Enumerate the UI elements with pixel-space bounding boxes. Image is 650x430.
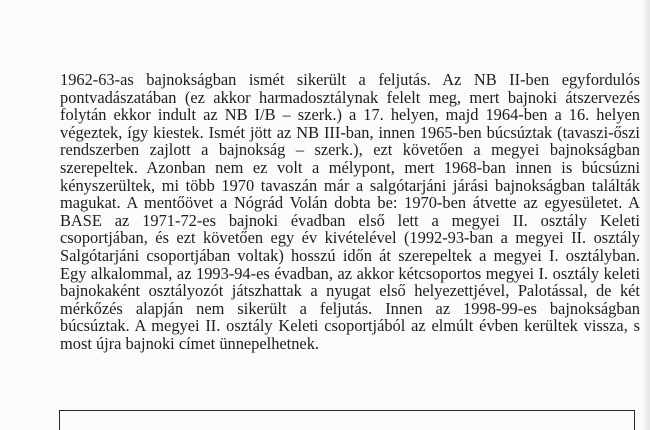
text-line-15: búcsúztak. A megyei II. osztály Keleti csoportjából az elmúlt évben kerültek vissza, s <box>60 316 640 336</box>
text-line-7: kényszerültek, mi több 1970 tavaszán már a salgótarjáni járási bajnokságban találták <box>60 175 640 195</box>
text-line-2: pontvadászatában (ez akkor harmadosztálynak felelt meg, mert bajnoki átszervezés <box>60 87 640 107</box>
text-line-13: bajnokaként osztályozót játszhattak a nyugat első helyezettjével, Palotással, de két <box>60 281 640 301</box>
text-line-5: rendszerben zajlott a bajnokság – szerk.), ezt követően a megyei bajnokságban <box>60 140 640 160</box>
text-line-3: folytán ekkor indult az NB I/B – szerk.) a 17. helyen, majd 1964-ben a 16. helyen <box>60 105 640 125</box>
text-line-8: magukat. A mentőövet a Nógrád Volán dobta be: 1970-ben átvette az egyesületet. A <box>60 193 640 213</box>
text-line-12: Egy alkalommal, az 1993-94-es évadban, az akkor kétcsoportos megyei I. osztály keleti <box>60 263 640 283</box>
box-right-border <box>634 410 635 430</box>
text-line-11: Salgótarjáni csoportjában voltak) hosszú időn át szerepeltek a megyei I. osztályban. <box>60 245 640 265</box>
text-line-14: mérkőzés alapján nem sikerült a feljutás. Innen az 1998-99-es bajnokságban <box>60 298 640 318</box>
text-line-4: végeztek, így kiestek. Ismét jött az NB III-ban, innen 1965-ben búcsúztak (tavaszi-őszi <box>60 122 640 142</box>
box-top-border <box>59 410 635 411</box>
text-line-16: most újra bajnoki címet ünnepelhetnek. <box>60 333 319 353</box>
article-paragraph <box>60 71 640 353</box>
text-line-1: 1962-63-as bajnokságban ismét sikerült a feljutás. Az NB II-ben egyfordulós <box>60 70 640 89</box>
page-edge-shadow <box>644 0 650 430</box>
text-line-9: BASE az 1971-72-es bajnoki évadban első lett a megyei II. osztály Keleti <box>60 210 640 230</box>
text-line-10: csoportjában, és ezt követően egy év kivételével (1992-93-ban a megyei II. osztály <box>60 228 640 248</box>
text-line-6: szerepeltek. Azonban nem ez volt a mélypont, mert 1968-ban innen is búcsúzni <box>60 157 640 177</box>
box-left-border <box>59 410 60 430</box>
